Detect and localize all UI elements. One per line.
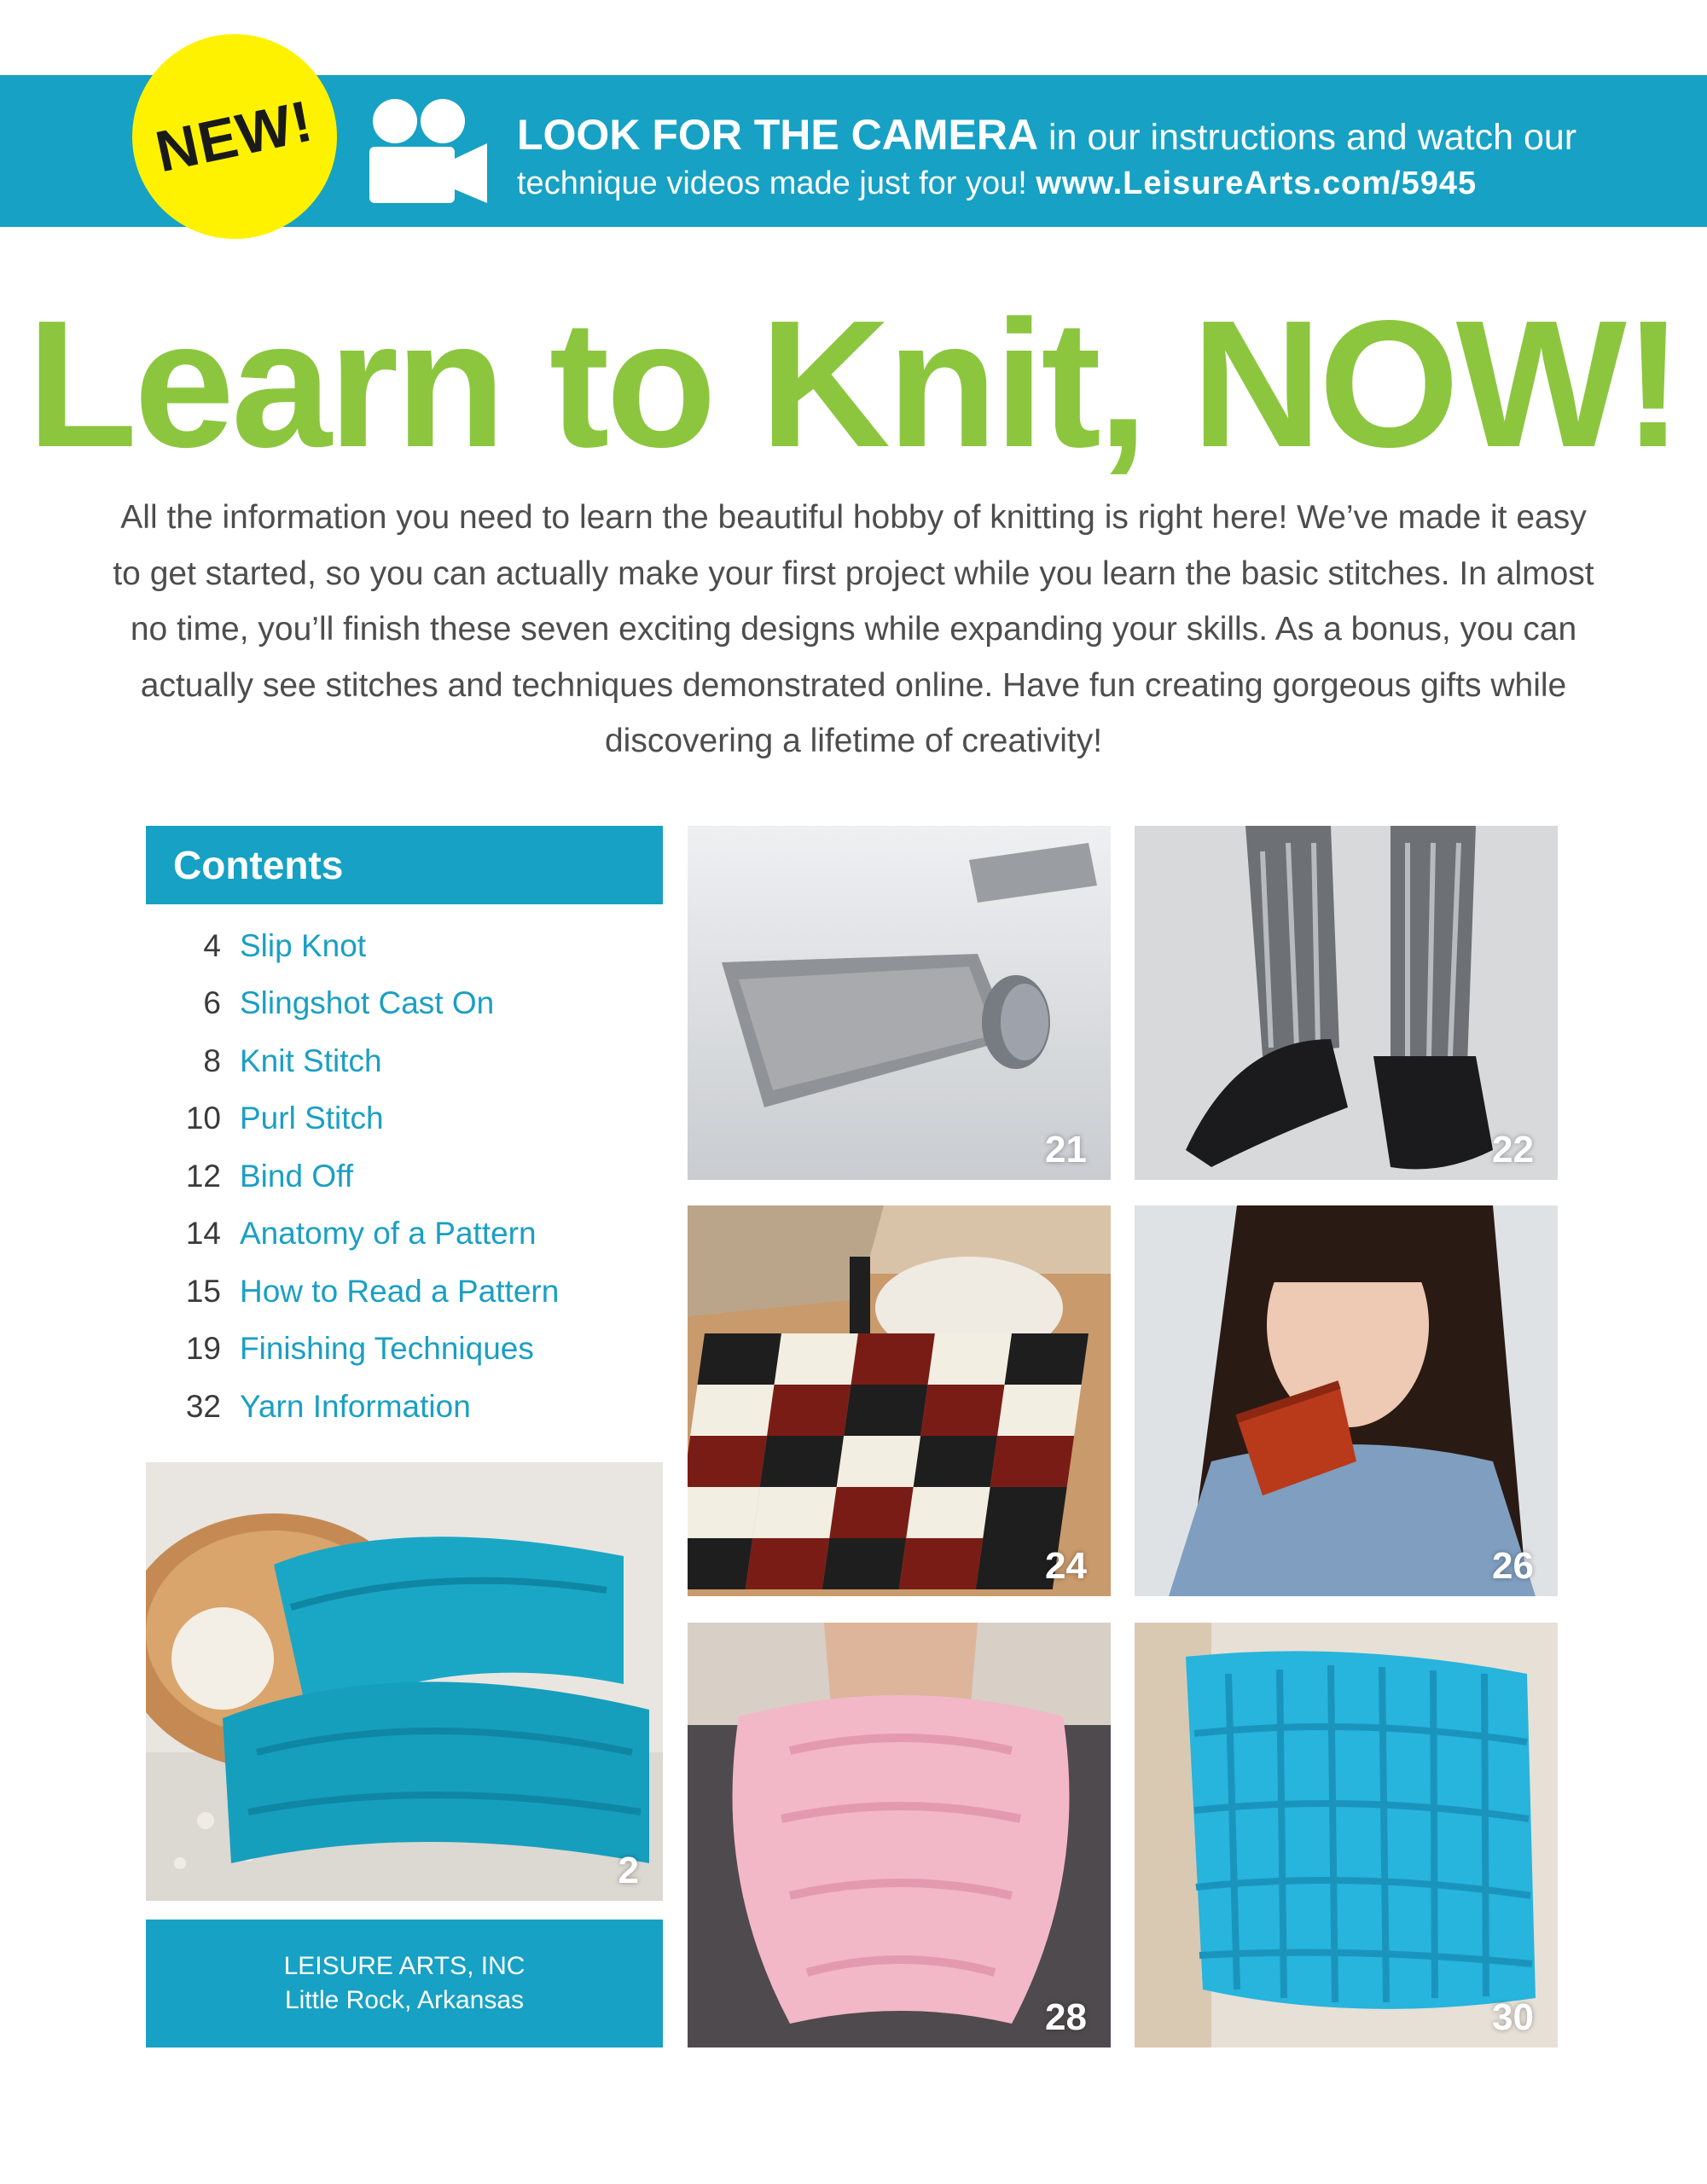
toc-item[interactable]: [146, 1032, 675, 1090]
video-url-link[interactable]: www.LeisureArts.com/5945: [1036, 166, 1478, 201]
leg-warmers-illustration: [1135, 826, 1558, 1180]
cowl-photo[interactable]: [688, 1623, 1111, 2048]
toc-item[interactable]: [146, 975, 675, 1033]
toc-item[interactable]: [146, 1205, 675, 1263]
wristers-illustration: [1135, 1205, 1558, 1596]
new-badge: [132, 34, 337, 239]
banner-headline-rest: in our instructions and watch our: [1038, 117, 1577, 158]
toc-page: 4: [203, 927, 221, 963]
toc-item[interactable]: [146, 917, 675, 975]
intro-paragraph: All the information you need to learn the beautiful hobby of knitting is right here! We’ve made it easy to get started, so you can actually make your first project while you learn the basic stitches. In almost no time, you’ll finish these seven exciting designs while expanding your skills. As a bonus, you can actually see stitches and techniques demonstrated online. Have fun creating gorgeous gifts while discovering a lifetime of creativity!: [113, 499, 1594, 759]
banner-text: [517, 111, 1576, 206]
photo-page-number: 24: [1045, 1545, 1087, 1587]
video-camera-icon: [363, 96, 491, 206]
toc-item[interactable]: [146, 1263, 675, 1321]
toc-item[interactable]: [146, 1378, 675, 1436]
toc-label: How to Read a Pattern: [240, 1273, 560, 1309]
toc-label: Yarn Information: [240, 1388, 471, 1424]
dishcloth-photo[interactable]: [146, 1462, 663, 1901]
keychain-photo[interactable]: [688, 826, 1111, 1180]
toc-page: 10: [185, 1101, 221, 1136]
contents-heading-label: Contents: [173, 843, 344, 887]
toc-label: Slip Knot: [240, 927, 367, 963]
toc-page: 32: [185, 1388, 221, 1424]
toc-label: Slingshot Cast On: [240, 985, 495, 1021]
publisher-location: Little Rock, Arkansas: [284, 1986, 525, 2014]
table-of-contents: [146, 917, 675, 1436]
toc-page: 8: [203, 1043, 221, 1078]
banner-headline: LOOK FOR THE CAMERA: [517, 111, 1039, 159]
toc-label: Knit Stitch: [240, 1043, 382, 1078]
toc-item[interactable]: [146, 1090, 675, 1148]
publisher-name: LEISURE ARTS, INC: [283, 1952, 525, 1980]
toc-page: 6: [203, 985, 221, 1021]
photo-page-number: 26: [1492, 1545, 1534, 1587]
blanket-photo[interactable]: [1135, 1623, 1558, 2048]
banner-line2: technique videos made just for you!: [517, 166, 1036, 201]
page-title: Learn to Knit, NOW!: [26, 282, 1681, 485]
dishcloth-illustration: [146, 1462, 663, 1901]
toc-label: Bind Off: [240, 1158, 354, 1194]
toc-label: Anatomy of a Pattern: [240, 1216, 537, 1252]
photo-page-number: 22: [1492, 1129, 1534, 1170]
toc-item[interactable]: [146, 1321, 675, 1379]
toc-page: 12: [185, 1158, 221, 1194]
publisher-box: [146, 1920, 663, 2048]
blanket-illustration: [1135, 1623, 1558, 2048]
leg-warmers-photo[interactable]: [1135, 826, 1558, 1180]
toc-label: Purl Stitch: [240, 1101, 384, 1136]
toc-page: 15: [185, 1273, 221, 1309]
wristers-photo[interactable]: [1135, 1205, 1558, 1596]
photo-page-number: 30: [1492, 1996, 1534, 2038]
toc-page: 14: [185, 1216, 221, 1252]
rug-illustration: [688, 1205, 1111, 1596]
toc-page: 19: [185, 1331, 221, 1367]
toc-label: Finishing Techniques: [240, 1331, 534, 1367]
photo-page-number: 2: [618, 1850, 639, 1891]
cowl-illustration: [688, 1623, 1111, 2048]
keychain-illustration: [688, 826, 1111, 1180]
rug-photo[interactable]: [688, 1205, 1111, 1596]
contents-heading: [146, 826, 663, 904]
toc-item[interactable]: [146, 1147, 675, 1205]
photo-page-number: 21: [1045, 1129, 1087, 1170]
photo-page-number: 28: [1045, 1996, 1087, 2038]
new-badge-label: NEW!: [150, 88, 319, 185]
